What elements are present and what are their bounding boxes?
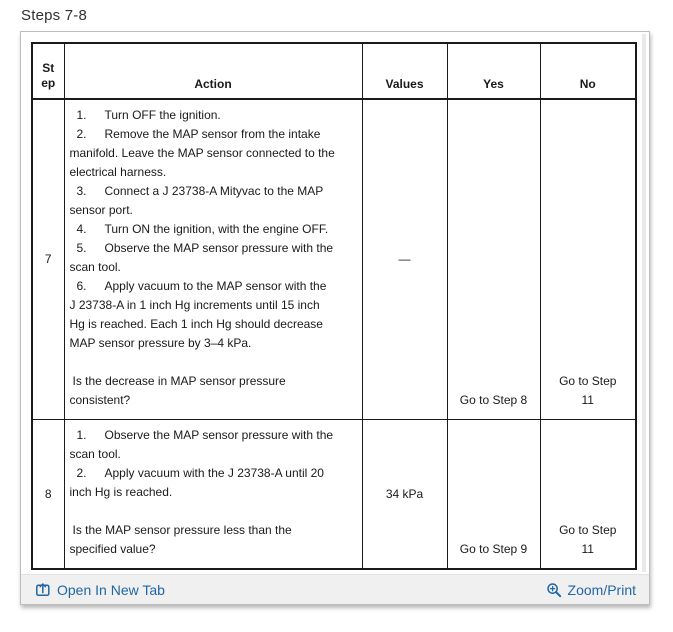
action-item-text: Apply vacuum with the J 23738-A until 20 inch Hg is reached. xyxy=(69,466,324,499)
table-header-row xyxy=(32,43,636,99)
action-item-text: Turn ON the ignition, with the engine OFF. xyxy=(104,222,329,236)
values-cell: 34 kPa xyxy=(362,420,447,570)
zoom-print-link[interactable] xyxy=(546,582,636,598)
zoom-print-label: Zoom/Print xyxy=(567,581,636,598)
action-item-text: Remove the MAP sensor from the intake manifold. Leave the MAP sensor connected to the electrical harness. xyxy=(69,127,335,179)
col-header-step xyxy=(32,43,64,99)
action-cell xyxy=(64,99,362,420)
action-item-text: Apply vacuum to the MAP sensor with the J 23738-A in 1 inch Hg increments until 15 inch Hg is reached. Each 1 inch Hg should decrease MAP sensor pressure by 3–4 kPa. xyxy=(69,279,327,350)
col-header-step-label: Step xyxy=(41,61,56,90)
action-item-number: 6. xyxy=(76,279,87,293)
action-item xyxy=(70,182,336,220)
action-item xyxy=(70,106,336,125)
action-item-number: 4. xyxy=(76,222,87,236)
action-item-number: 2. xyxy=(76,466,87,480)
action-question: Is the decrease in MAP sensor pressure consistent? xyxy=(69,374,286,407)
col-header-values: Values xyxy=(362,43,447,99)
table-row-step-7 xyxy=(32,99,636,420)
no-cell-text: Go to Step 11 xyxy=(559,374,617,407)
magnifier-plus-icon xyxy=(546,582,562,598)
panel-footer xyxy=(21,574,649,604)
step-number: 7 xyxy=(32,99,64,420)
scrollbar-track xyxy=(642,34,646,572)
action-item-number: 3. xyxy=(76,184,87,198)
step-number: 8 xyxy=(32,420,64,570)
document-panel xyxy=(20,31,650,605)
yes-cell: Go to Step 9 xyxy=(447,420,540,570)
no-cell xyxy=(540,99,636,420)
page-title: Steps 7-8 xyxy=(21,7,88,24)
action-item-number: 5. xyxy=(76,241,87,255)
values-cell: — xyxy=(362,99,447,420)
action-item-text: Turn OFF the ignition. xyxy=(104,108,221,122)
col-header-yes: Yes xyxy=(447,43,540,99)
action-item-text: Observe the MAP sensor pressure with the scan tool. xyxy=(69,241,334,274)
action-item xyxy=(70,464,336,502)
action-item xyxy=(70,125,336,182)
action-question: Is the MAP sensor pressure less than the specified value? xyxy=(69,523,292,556)
open-in-new-tab-link[interactable] xyxy=(35,582,165,598)
open-in-new-tab-label: Open In New Tab xyxy=(57,581,165,598)
yes-cell: Go to Step 8 xyxy=(447,99,540,420)
action-item-number: 2. xyxy=(76,127,87,141)
no-cell-text: Go to Step 11 xyxy=(559,523,617,556)
action-item-text: Connect a J 23738-A Mityvac to the MAP sensor port. xyxy=(69,184,324,217)
action-item xyxy=(70,239,336,277)
action-item-number: 1. xyxy=(76,108,87,122)
action-cell xyxy=(64,420,362,570)
open-in-new-tab-icon xyxy=(35,582,51,598)
table-row-step-8 xyxy=(32,420,636,570)
action-item-number: 1. xyxy=(76,428,87,442)
no-cell xyxy=(540,420,636,570)
col-header-no: No xyxy=(540,43,636,99)
document-area xyxy=(21,32,649,574)
action-item xyxy=(70,426,336,464)
action-item-text: Observe the MAP sensor pressure with the scan tool. xyxy=(69,428,334,461)
action-item xyxy=(70,220,336,239)
col-header-action: Action xyxy=(64,43,362,99)
steps-table xyxy=(31,42,637,570)
action-item xyxy=(70,277,336,353)
